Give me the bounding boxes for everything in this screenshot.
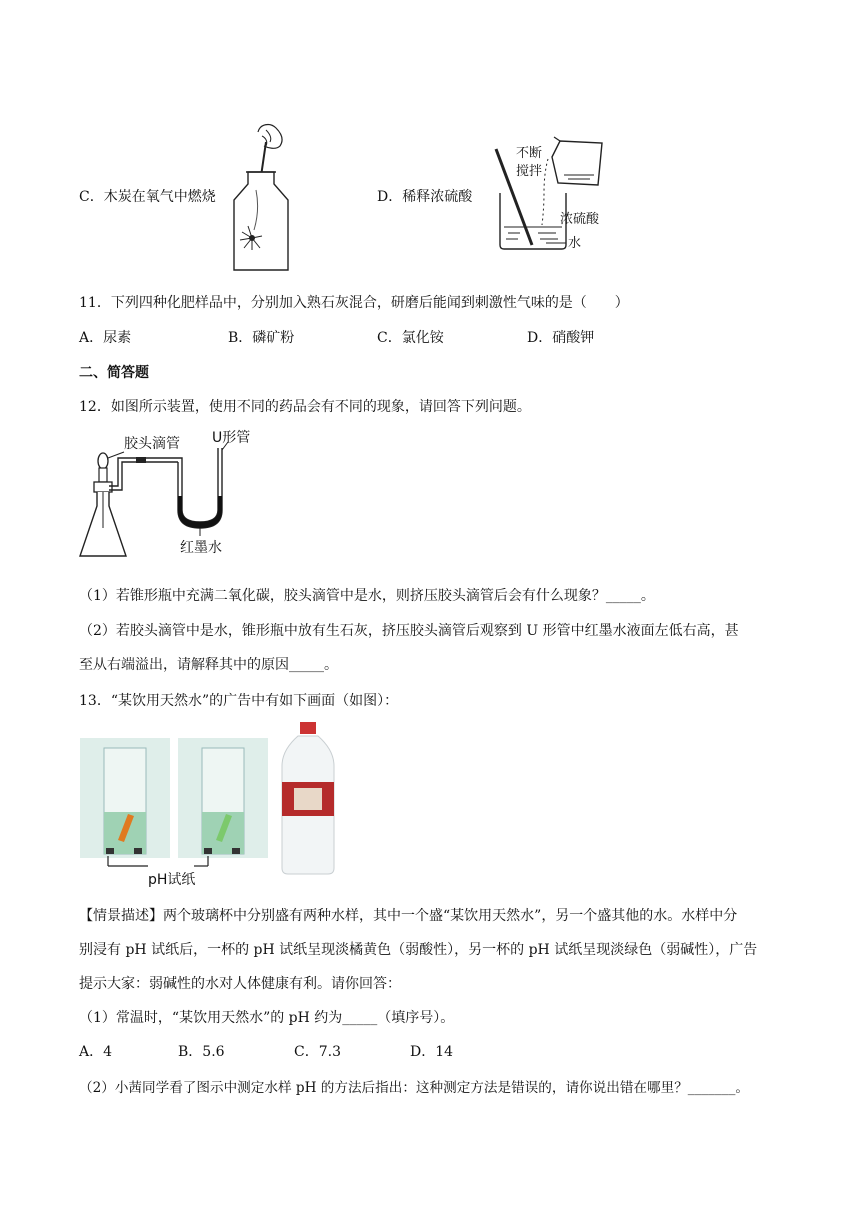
q11-option-a: A．尿素 bbox=[79, 330, 132, 346]
q13-sub2: （2）小茜同学看了图示中测定水样 pH 的方法后指出：这种测定方法是错误的，请你说出错在哪里？_______。 bbox=[79, 1080, 749, 1096]
label-dropper: 胶头滴管 bbox=[124, 436, 180, 452]
q13-desc-line1: 【情景描述】两个玻璃杯中分别盛有两种水样，其中一个盛“某饮用天然水”，另一个盛其他的水。水样中分 bbox=[79, 908, 738, 924]
q11-option-c: C．氯化铵 bbox=[377, 330, 444, 346]
label-stir-1: 不断 bbox=[516, 146, 543, 161]
q11-stem: 11．下列四种化肥样品中，分别加入熟石灰混合，研磨后能闻到刺激性气味的是（ ） bbox=[79, 295, 629, 311]
q13-option-d: D．14 bbox=[410, 1044, 454, 1060]
q12-sub1: （1）若锥形瓶中充满二氧化碳，胶头滴管中是水，则挤压胶头滴管后会有什么现象？_____。 bbox=[79, 588, 655, 604]
label-acid: 浓硫酸 bbox=[560, 212, 600, 227]
q13-sub1: （1）常温时，“某饮用天然水”的 pH 约为_____（填序号）。 bbox=[79, 1010, 455, 1026]
q13-stem: 13．“某饮用天然水”的广告中有如下画面（如图）： bbox=[79, 693, 399, 709]
option-d-text: D．稀释浓硫酸 bbox=[377, 189, 473, 205]
q11-option-d: D．硝酸钾 bbox=[527, 330, 595, 346]
dilute-acid-figure bbox=[486, 133, 616, 257]
section-title: 二、简答题 bbox=[79, 365, 149, 381]
q13-desc-line2: 别浸有 pH 试纸后，一杯的 pH 试纸呈现淡橘黄色（弱酸性），另一杯的 pH 试纸呈现淡绿色（弱碱性），广告 bbox=[79, 942, 758, 958]
q12-sub2-line2: 至从右端溢出，请解释其中的原因_____。 bbox=[79, 657, 338, 673]
q13-desc-line3: 提示大家：弱碱性的水对人体健康有利。请你回答： bbox=[79, 976, 401, 992]
q13-option-c: C．7.3 bbox=[294, 1044, 341, 1060]
q13-option-a: A．4 bbox=[79, 1044, 113, 1060]
q11-option-b: B．磷矿粉 bbox=[228, 330, 295, 346]
charcoal-burning-figure bbox=[226, 120, 296, 275]
label-utube: U形管 bbox=[212, 430, 251, 446]
q13-option-b: B．5.6 bbox=[178, 1044, 225, 1060]
label-stir-2: 搅拌 bbox=[516, 164, 543, 179]
utube-apparatus-figure bbox=[78, 428, 268, 564]
q12-stem: 12．如图所示装置，使用不同的药品会有不同的现象，请回答下列问题。 bbox=[79, 399, 531, 415]
option-c-text: C．木炭在氧气中燃烧 bbox=[79, 189, 216, 205]
label-ink: 红墨水 bbox=[180, 540, 222, 556]
label-ph-paper: pH试纸 bbox=[148, 872, 196, 888]
label-water: 水 bbox=[568, 236, 582, 251]
q12-sub2-line1: （2）若胶头滴管中是水，锥形瓶中放有生石灰，挤压胶头滴管后观察到 U 形管中红墨水液面左低右高，甚 bbox=[79, 623, 739, 639]
ph-test-figure bbox=[78, 716, 368, 888]
